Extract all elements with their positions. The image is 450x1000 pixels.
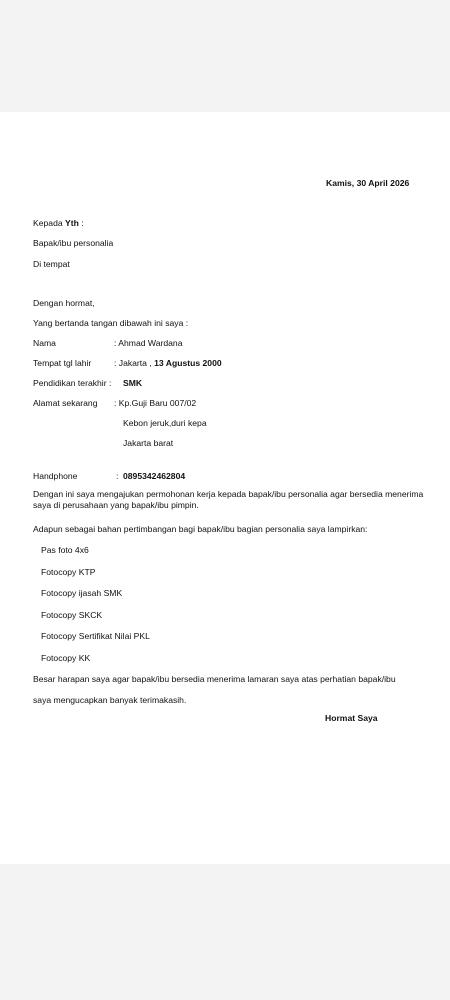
recipient-kepada: Kepada (33, 218, 66, 228)
signoff: Hormat Saya (325, 713, 378, 723)
attachment-item: Fotocopy ijasah SMK (41, 588, 123, 598)
field-alamat-label: Alamat sekarang (33, 398, 98, 408)
field-ttl-date: 13 Agustus 2000 (154, 358, 222, 368)
closing-line-2: saya mengucapkan banyak terimakasih. (33, 695, 187, 705)
paragraph-application: Dengan ini saya mengajukan permohonan kerja kepada bapak/ibu personalia agar bersedia menerima saya di perusahaan yang bapak/ibu pimpin. (33, 489, 424, 510)
field-hp-label: Handphone (33, 471, 78, 481)
field-nama-value: : Ahmad Wardana (114, 338, 183, 348)
field-alamat-line-1: : Kp.Guji Baru 007/02 (114, 398, 197, 408)
recipient-line-1 (33, 218, 84, 229)
field-alamat-line-2: Kebon jeruk,duri kepa (123, 418, 207, 428)
field-hp-colon: : (116, 471, 119, 481)
letter-date: Kamis, 30 April 2026 (326, 178, 410, 188)
recipient-colon: : (78, 218, 84, 228)
paragraph-attachments-intro: Adapun sebagai bahan pertimbangan bagi bapak/ibu bagian personalia saya lampirkan: (33, 524, 368, 534)
recipient-line-3: Di tempat (33, 259, 70, 269)
field-alamat-line-3: Jakarta barat (123, 438, 174, 448)
recipient-line-2: Bapak/ibu personalia (33, 238, 114, 248)
attachment-item: Fotocopy SKCK (41, 610, 103, 620)
field-ttl-place: : Jakarta , (114, 358, 155, 368)
letter-page (0, 112, 450, 864)
field-ttl-label: Tempat tgl lahir (33, 358, 92, 368)
closing-line-1: Besar harapan saya agar bapak/ibu bersedia menerima lamaran saya atas perhatian bapak/ibu (33, 674, 396, 684)
intro-text: Yang bertanda tangan dibawah ini saya : (33, 318, 189, 328)
field-pendidikan-label: Pendidikan terakhir : (33, 378, 112, 388)
recipient-yth: Yth (65, 218, 79, 228)
field-hp-value: 0895342462804 (123, 471, 186, 481)
field-nama-label: Nama (33, 338, 56, 348)
attachment-item: Pas foto 4x6 (41, 545, 89, 555)
greeting: Dengan hormat, (33, 298, 95, 308)
field-pendidikan-value: SMK (123, 378, 143, 388)
attachment-item: Fotocopy KK (41, 653, 91, 663)
attachment-item: Fotocopy Sertifikat Nilai PKL (41, 631, 150, 641)
field-ttl-value (114, 358, 222, 369)
attachment-item: Fotocopy KTP (41, 567, 96, 577)
